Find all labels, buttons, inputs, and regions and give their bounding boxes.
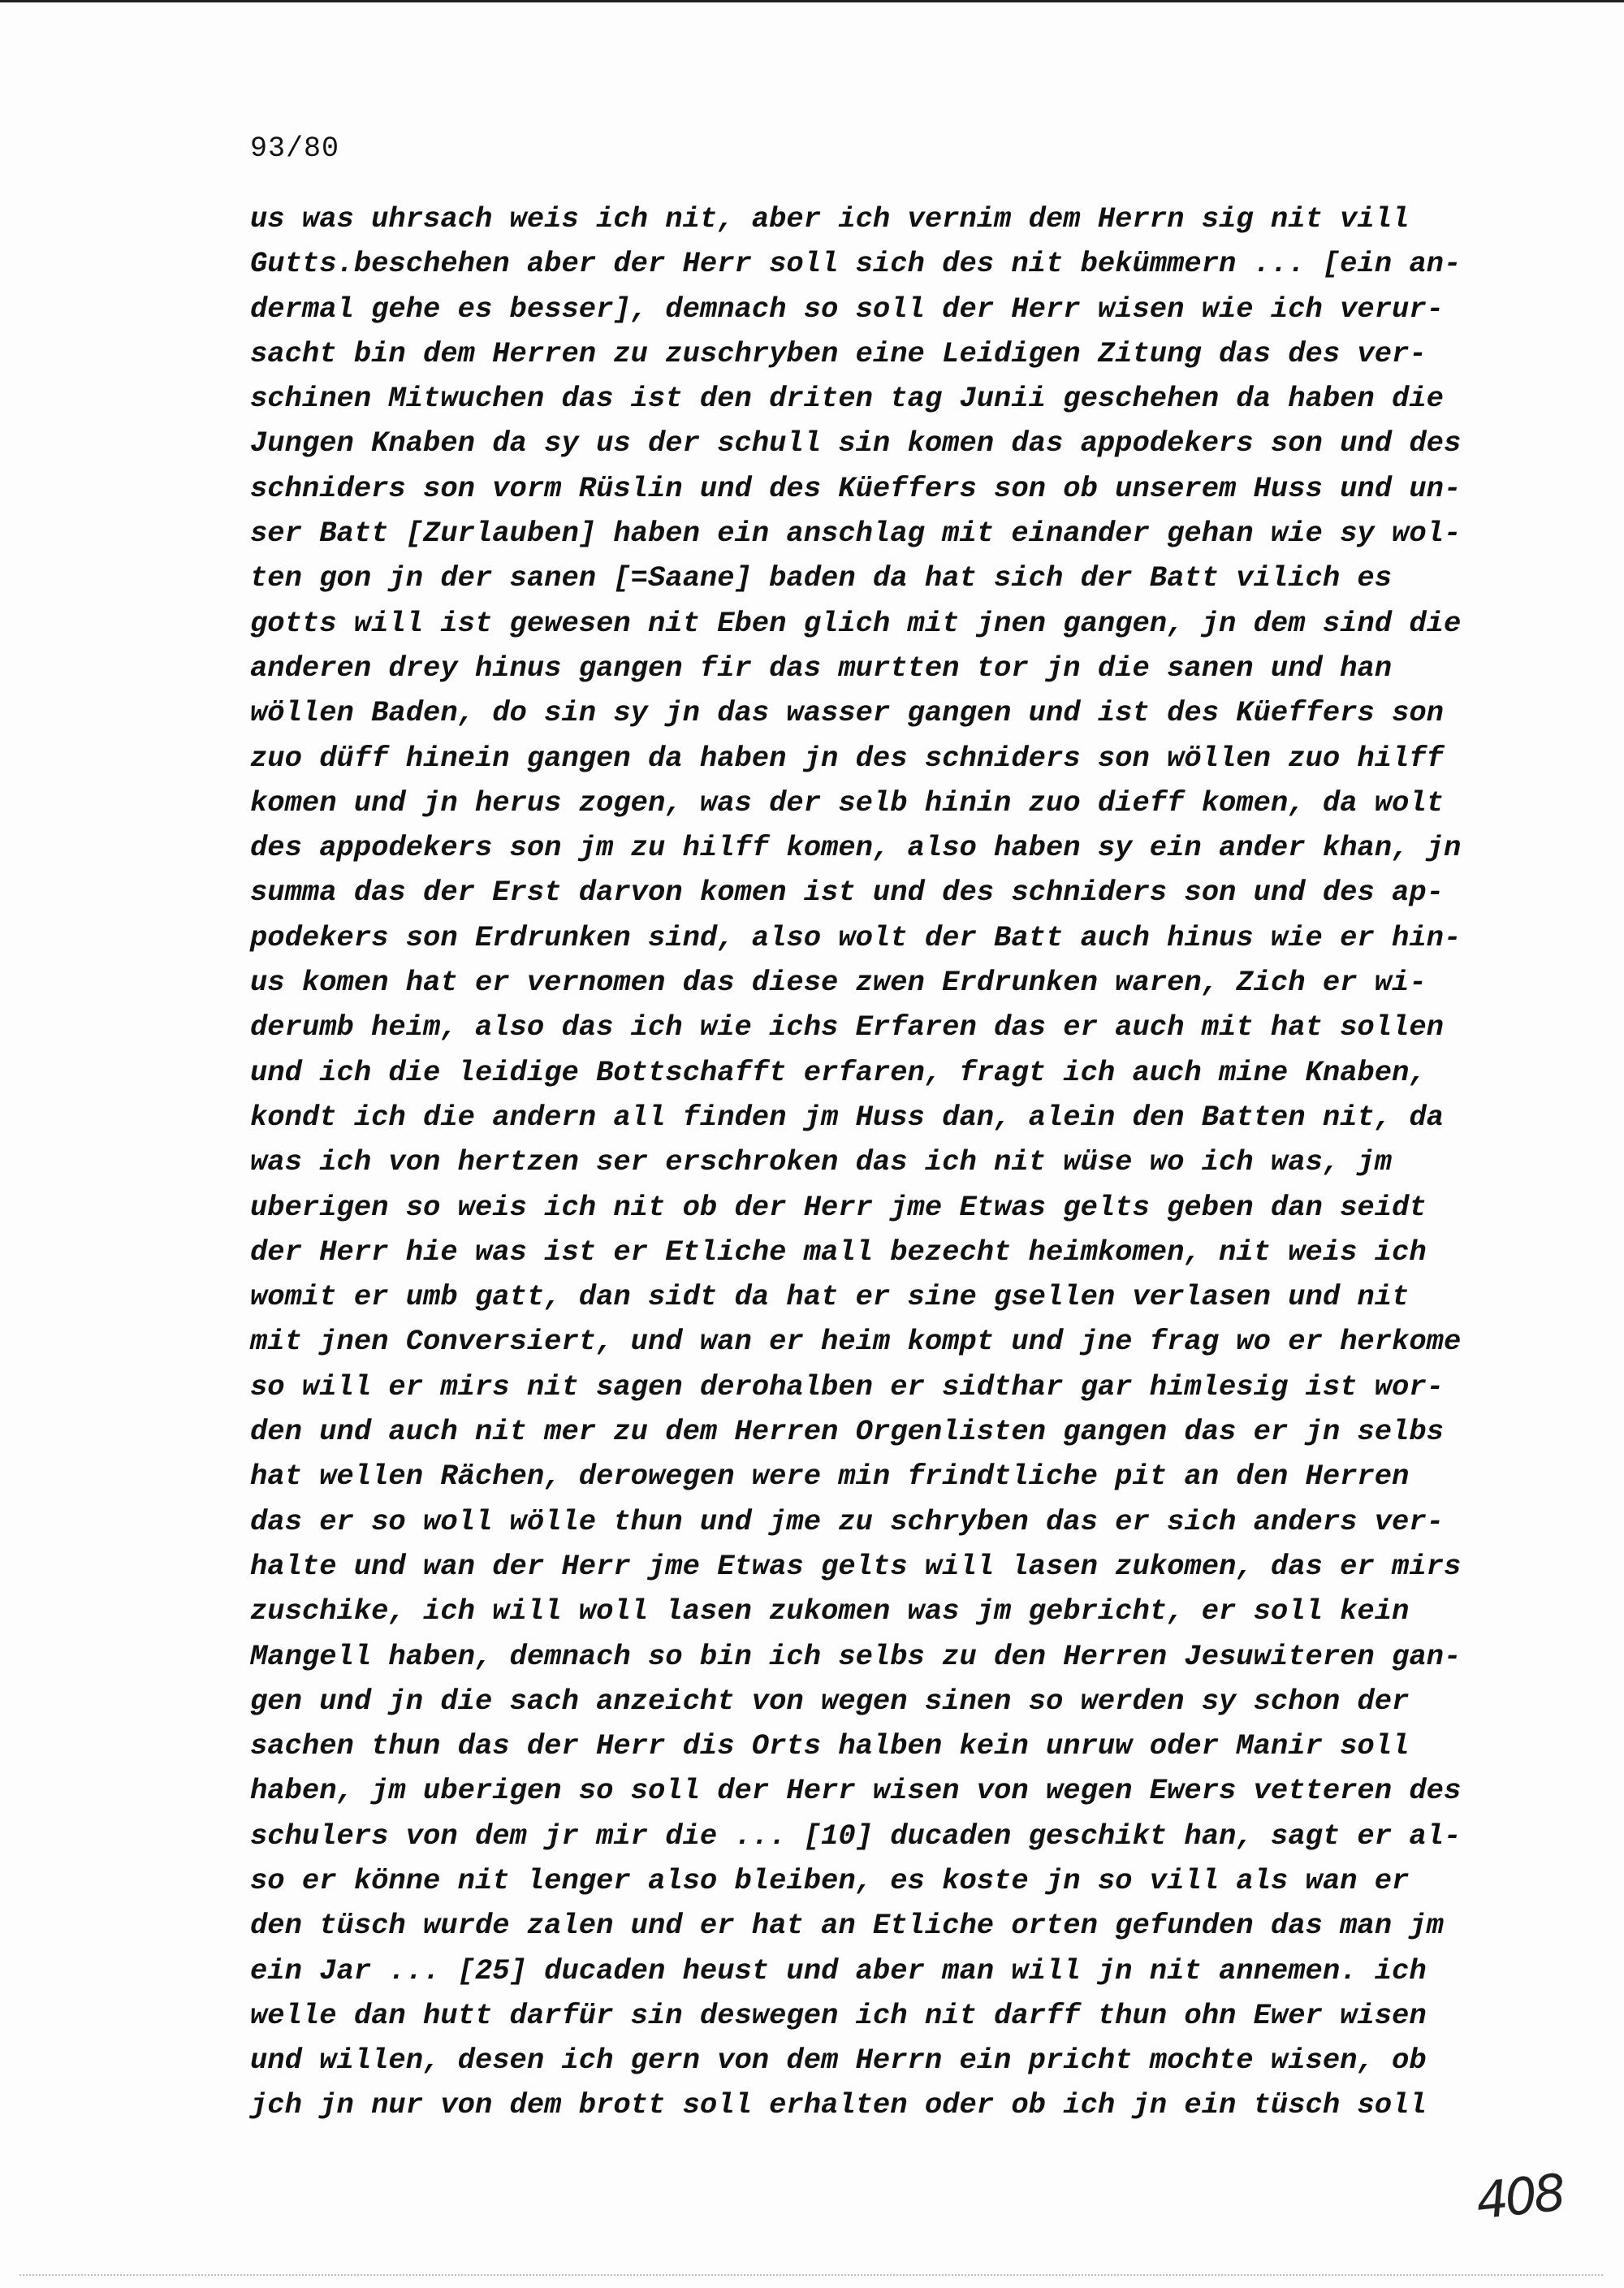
text-line: zuo düff hinein gangen da haben jn des schniders son wöllen zuo hilff bbox=[250, 741, 1444, 775]
text-line: Jungen Knaben da sy us der schull sin komen das appodekers son und des bbox=[250, 426, 1462, 461]
text-line: der Herr hie was ist er Etliche mall bezecht heimkomen, nit weis ich bbox=[250, 1235, 1427, 1269]
page-reference: 93/80 bbox=[250, 132, 340, 165]
text-line: welle dan hutt darfür sin deswegen ich nit darff thun ohn Ewer wisen bbox=[250, 1998, 1427, 2032]
text-line: halte und wan der Herr jme Etwas gelts will lasen zukomen, das er mirs bbox=[250, 1549, 1462, 1583]
text-line: hat wellen Rächen, derowegen were min frindtliche pit an den Herren bbox=[250, 1460, 1410, 1494]
text-line: und willen, desen ich gern von dem Herrn ein pricht mochte wisen, ob bbox=[250, 2044, 1427, 2078]
text-line: so er könne nit lenger also bleiben, es koste jn so vill als wan er bbox=[250, 1863, 1410, 1897]
scan-bottom-rule bbox=[19, 2274, 1603, 2276]
text-line: wöllen Baden, do sin sy jn das wasser gangen und ist des Küeffers son bbox=[250, 696, 1444, 730]
text-line: sacht bin dem Herren zu zuschryben eine Leidigen Zitung das des ver- bbox=[250, 336, 1427, 370]
transcription-body bbox=[250, 197, 1549, 2128]
text-line: podekers son Erdrunken sind, also wolt der Batt auch hinus wie er hin- bbox=[250, 920, 1462, 954]
text-line: komen und jn herus zogen, was der selb hinin zuo dieff komen, da wolt bbox=[250, 785, 1444, 820]
text-line: us was uhrsach weis ich nit, aber ich vernim dem Herrn sig nit vill bbox=[250, 202, 1410, 236]
text-line: was ich von hertzen ser erschroken das ich nit wüse wo ich was, jm bbox=[250, 1145, 1393, 1179]
page-top-edge bbox=[0, 0, 1624, 2]
text-line: uberigen so weis ich nit ob der Herr jme Etwas gelts geben dan seidt bbox=[250, 1190, 1427, 1224]
text-line: kondt ich die andern all finden jm Huss dan, alein den Batten nit, da bbox=[250, 1100, 1444, 1134]
text-line: sachen thun das der Herr dis Orts halben kein unruw oder Manir soll bbox=[250, 1729, 1410, 1763]
text-line: derumb heim, also das ich wie ichs Erfaren das er auch mit hat sollen bbox=[250, 1010, 1444, 1045]
text-line: anderen drey hinus gangen fir das murtten tor jn die sanen und han bbox=[250, 651, 1393, 685]
text-line: us komen hat er vernomen das diese zwen Erdrunken waren, Zich er wi- bbox=[250, 966, 1427, 1000]
text-line: ein Jar ... [25] ducaden heust und aber man will jn nit annemen. ich bbox=[250, 1953, 1427, 1987]
text-line: ten gon jn der sanen [=Saane] baden da hat sich der Batt vilich es bbox=[250, 561, 1393, 595]
handwritten-folio-number: 408 bbox=[1473, 2162, 1566, 2231]
text-line: Gutts.beschehen aber der Herr soll sich des nit bekümmern ... [ein an- bbox=[250, 247, 1462, 281]
text-line: dermal gehe es besser], demnach so soll der Herr wisen wie ich verur- bbox=[250, 292, 1444, 326]
text-line: schinen Mitwuchen das ist den driten tag Junii geschehen da haben die bbox=[250, 382, 1444, 416]
text-line: jch jn nur von dem brott soll erhalten oder ob ich jn ein tüsch soll bbox=[250, 2088, 1427, 2122]
text-line: womit er umb gatt, dan sidt da hat er sine gsellen verlasen und nit bbox=[250, 1280, 1410, 1314]
text-line: Mangell haben, demnach so bin ich selbs zu den Herren Jesuwiteren gan- bbox=[250, 1639, 1462, 1673]
text-line: ser Batt [Zurlauben] haben ein anschlag mit einander gehan wie sy wol- bbox=[250, 517, 1462, 551]
text-line: des appodekers son jm zu hilff komen, also haben sy ein ander khan, jn bbox=[250, 831, 1462, 865]
text-line: schulers von dem jr mir die ... [10] ducaden geschikt han, sagt er al- bbox=[250, 1819, 1462, 1853]
text-line: mit jnen Conversiert, und wan er heim kompt und jne frag wo er herkome bbox=[250, 1325, 1462, 1359]
text-line: den und auch nit mer zu dem Herren Orgenlisten gangen das er jn selbs bbox=[250, 1415, 1444, 1449]
text-line: gen und jn die sach anzeicht von wegen sinen so werden sy schon der bbox=[250, 1684, 1410, 1718]
text-line: und ich die leidige Bottschafft erfaren, fragt ich auch mine Knaben, bbox=[250, 1055, 1427, 1089]
text-line: so will er mirs nit sagen derohalben er sidthar gar himlesig ist wor- bbox=[250, 1369, 1444, 1404]
text-line: schniders son vorm Rüslin und des Küeffers son ob unserem Huss und un- bbox=[250, 471, 1462, 505]
text-line: zuschike, ich will woll lasen zukomen was jm gebricht, er soll kein bbox=[250, 1594, 1410, 1628]
text-line: das er so woll wölle thun und jme zu schryben das er sich anders ver- bbox=[250, 1504, 1444, 1538]
text-line: gotts will ist gewesen nit Eben glich mit jnen gangen, jn dem sind die bbox=[250, 606, 1462, 640]
text-line: summa das der Erst darvon komen ist und des schniders son und des ap- bbox=[250, 876, 1444, 910]
text-line: haben, jm uberigen so soll der Herr wisen von wegen Ewers vetteren des bbox=[250, 1774, 1462, 1808]
text-line: den tüsch wurde zalen und er hat an Etliche orten gefunden das man jm bbox=[250, 1909, 1444, 1943]
